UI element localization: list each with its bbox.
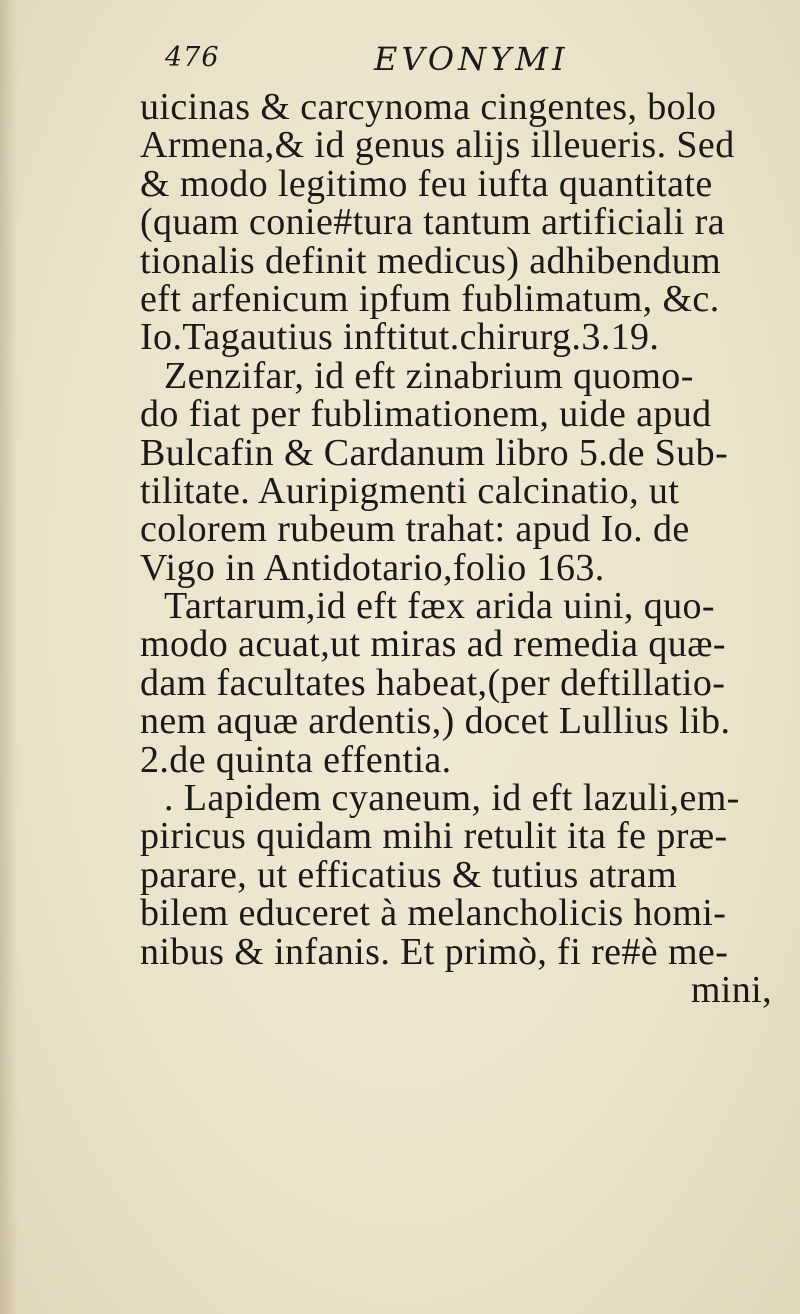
text-line: Bulcafin & Cardanum libro 5.de Sub- [140,431,729,474]
text-line: parare, ut efficatius & tutius atram [140,853,678,896]
running-head: EVONYMI [374,40,569,78]
text-line: do fiat per fublimationem, uide apud [140,393,712,436]
text-line: modo acuat,ut miras ad remedia quæ- [140,623,726,666]
text-line: tionalis definit medicus) adhibendum [140,239,722,282]
text-line: colorem rubeum trahat: apud Io. de [140,508,690,551]
text-line: piricus quidam mihi retulit ita fe præ- [140,815,728,858]
text-line: (quam conie#tura tantum artificiali ra [140,201,725,244]
text-line: & modo legitimo feu iufta quantitate [140,162,713,205]
text-line: tilitate. Auripigmenti calcinatio, ut [140,469,680,512]
text-line: eft arfenicum ipfum fublimatum, &c. [140,277,720,320]
text-line: Armena,& id genus alijs illeueris. Sed [140,124,735,167]
text-line: . Lapidem cyaneum, id eft lazuli,em- [164,777,740,820]
text-line: bilem educeret à melancholicis homi- [140,892,727,935]
text-line: Io.Tagautius inftitut.chirurg.3.19. [140,316,660,359]
body-text [140,88,780,1009]
text-line: Vigo in Antidotario,folio 163. [140,546,605,589]
text-line: nem aquæ ardentis,) docet Lullius lib. [140,700,731,743]
text-line: 2.de quinta effentia. [140,738,452,781]
text-line: Tartarum,id eft fæx arida uini, quo- [164,585,715,628]
text-line: mini, [690,968,772,1011]
page-edge-shadow [0,0,18,1314]
text-line: nibus & infanis. Et primò, fi re#è me- [140,930,729,973]
page-number: 476 [165,42,220,73]
text-line: uicinas & carcynoma cingentes, bolo [140,86,717,128]
text-line: dam facultates habeat,(per deftillatio- [140,661,726,704]
text-line: Zenzifar, id eft zinabrium quomo- [164,354,694,397]
